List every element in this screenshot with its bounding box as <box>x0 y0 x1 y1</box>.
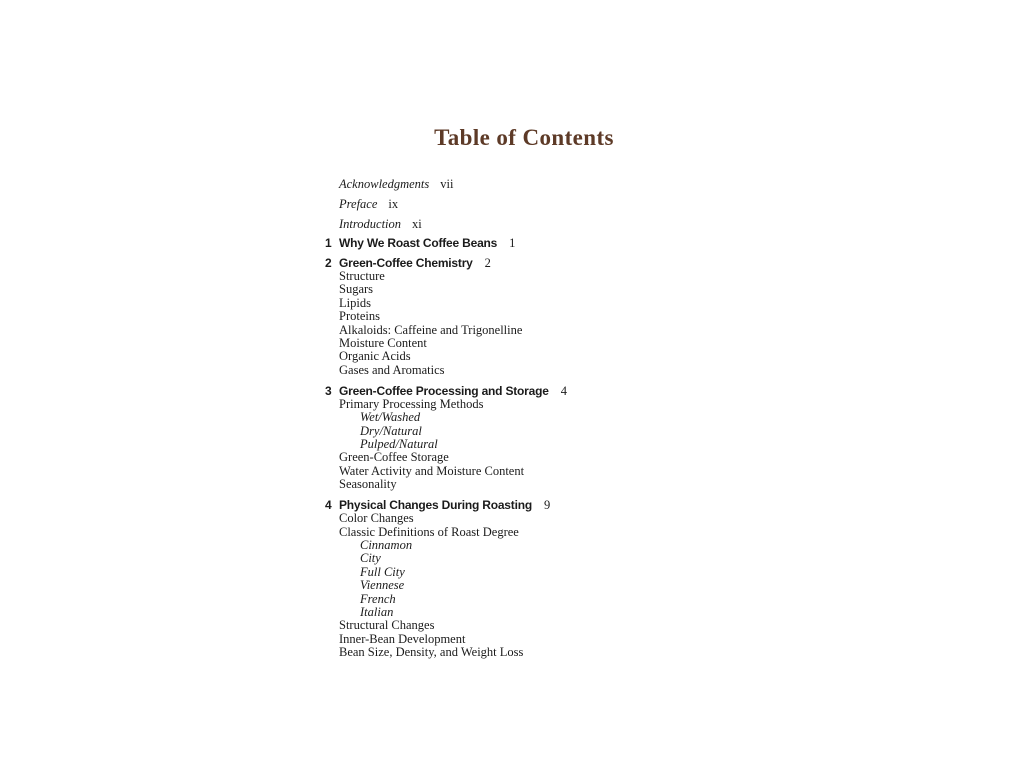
chapter-list <box>325 236 755 660</box>
section-entry: Organic Acids <box>339 349 411 364</box>
section-entry: French <box>360 591 396 606</box>
section-entry: Color Changes <box>339 511 414 526</box>
chapter-page-number: 4 <box>560 383 567 398</box>
section-entry: Proteins <box>339 309 380 324</box>
section-entry: Viennese <box>360 578 405 593</box>
section-entry: Classic Definitions of Roast Degree <box>339 524 519 539</box>
chapter-number: 4 <box>325 498 332 513</box>
chapter-title: Green-Coffee Processing and Storage <box>339 383 549 398</box>
chapter-heading <box>325 256 755 270</box>
chapter-heading <box>325 236 755 250</box>
section-entry: Wet/Washed <box>360 410 421 425</box>
section-list <box>325 270 755 377</box>
front-matter-page-number: xi <box>412 217 422 231</box>
section-entry: Green-Coffee Storage <box>339 450 449 465</box>
section-entry: Structural Changes <box>339 618 435 633</box>
chapter-page-number: 1 <box>509 235 516 250</box>
chapter-block <box>325 236 755 250</box>
section-entry: Italian <box>360 604 394 619</box>
chapter-number: 2 <box>325 256 332 270</box>
section-list <box>325 398 755 492</box>
front-matter-entry <box>339 214 755 234</box>
chapter-number: 1 <box>325 235 332 250</box>
front-matter-list <box>325 174 755 234</box>
section-entry: Moisture Content <box>339 336 427 351</box>
chapter-block <box>325 256 755 377</box>
chapter-block <box>325 384 755 492</box>
section-entry: Lipids <box>339 295 371 310</box>
section-entry: Bean Size, Density, and Weight Loss <box>339 645 524 660</box>
chapter-heading <box>325 498 755 512</box>
section-entry: Water Activity and Moisture Content <box>339 463 525 478</box>
front-matter-label: Acknowledgments <box>339 177 430 191</box>
front-matter-label: Preface <box>339 197 378 211</box>
front-matter-entry <box>339 174 755 194</box>
section-entry: Full City <box>360 564 405 579</box>
section-entry: Alkaloids: Caffeine and Trigonelline <box>339 322 523 337</box>
section-entry: Structure <box>339 269 385 283</box>
page-title: Table of Contents <box>434 125 614 150</box>
section-entry: City <box>360 551 381 566</box>
section-entry: Seasonality <box>339 477 397 492</box>
section-entry: Primary Processing Methods <box>339 396 484 411</box>
front-matter-page-number: ix <box>388 197 399 211</box>
section-entry: Gases and Aromatics <box>339 362 445 377</box>
chapter-title: Why We Roast Coffee Beans <box>339 235 498 250</box>
chapter-page-number: 2 <box>484 256 491 270</box>
section-entry: Pulped/Natural <box>360 436 438 451</box>
chapter-block <box>325 498 755 659</box>
front-matter-page-number: vii <box>440 177 454 191</box>
section-entry: Sugars <box>339 282 374 297</box>
section-entry: Dry/Natural <box>360 423 422 438</box>
toc-content <box>325 174 755 660</box>
front-matter-entry <box>339 194 755 214</box>
front-matter-label: Introduction <box>339 217 402 231</box>
chapter-page-number: 9 <box>543 498 551 513</box>
section-entry: Inner-Bean Development <box>339 631 466 646</box>
chapter-heading <box>325 384 755 398</box>
section-entry: Cinnamon <box>360 537 413 552</box>
chapter-title: Physical Changes During Roasting <box>339 498 532 513</box>
chapter-number: 3 <box>325 383 332 398</box>
section-list <box>325 512 755 659</box>
chapter-title: Green-Coffee Chemistry <box>339 256 473 270</box>
